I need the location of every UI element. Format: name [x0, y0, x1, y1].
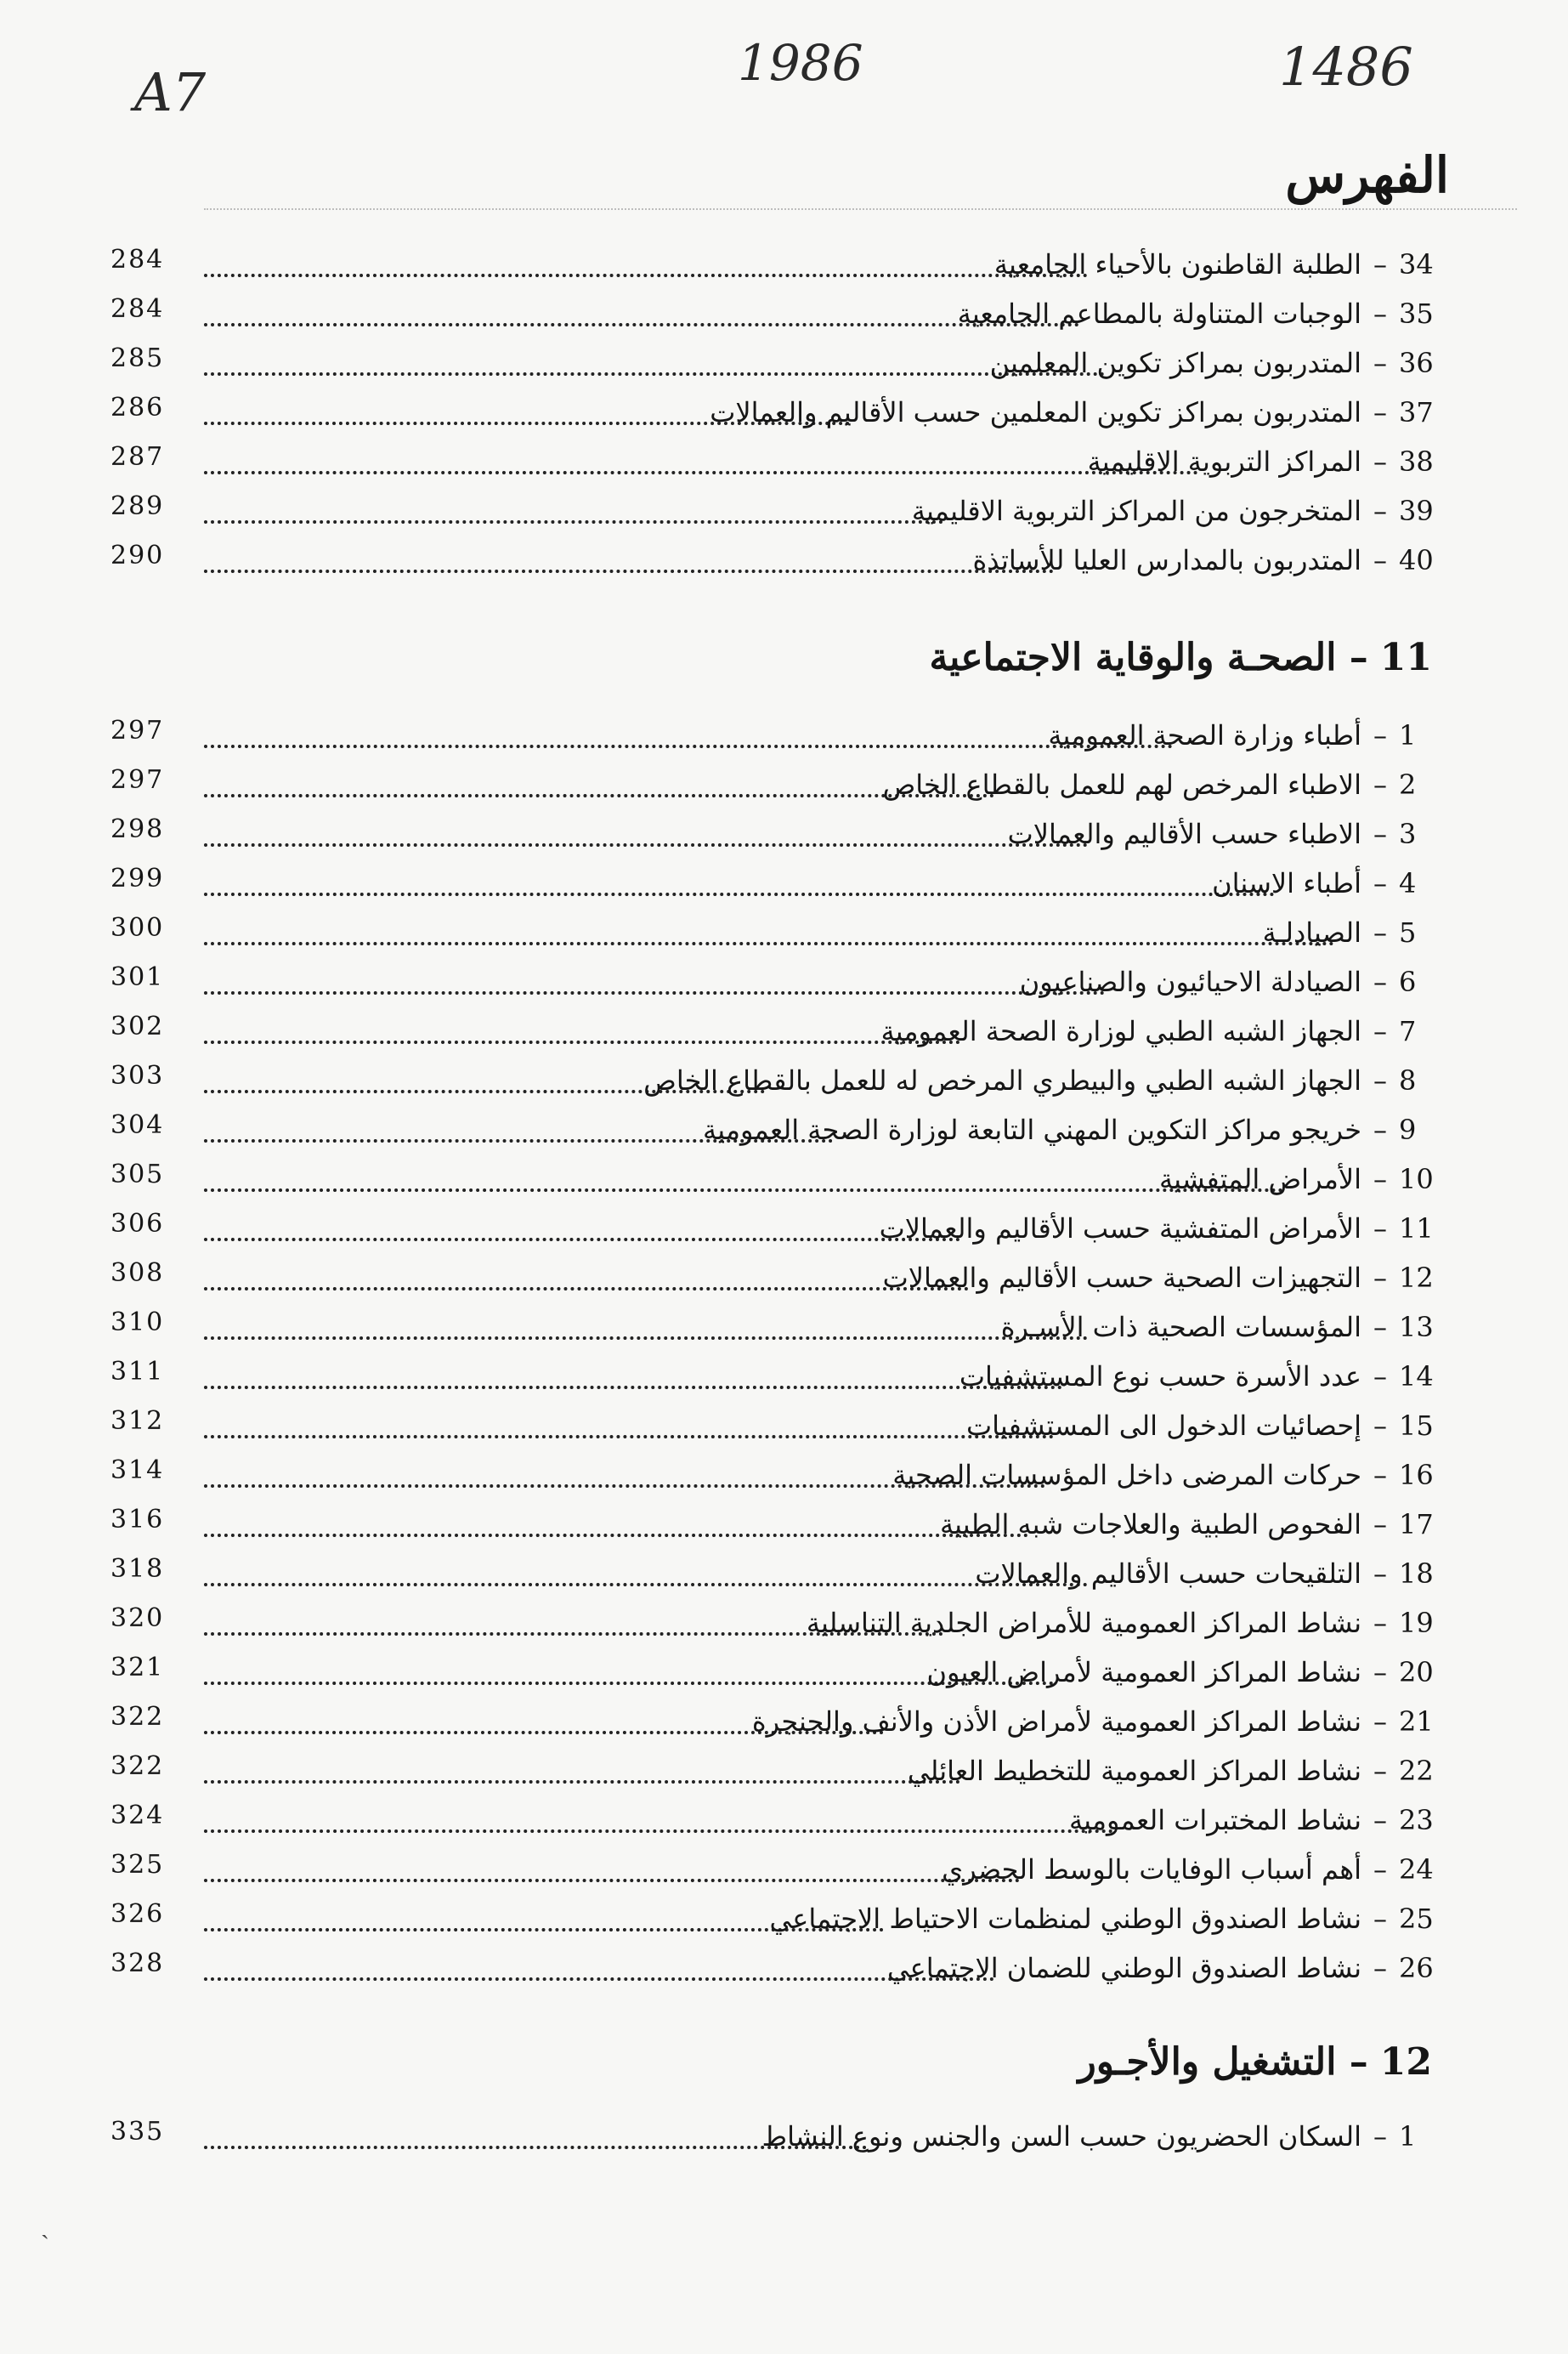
toc-page-number: 312 — [110, 1406, 165, 1436]
toc-entry — [110, 1455, 1436, 1503]
toc-entry — [110, 442, 1436, 490]
toc-entry-title: حركات المرضى داخل المؤسسات الصحية — [892, 1459, 1361, 1491]
toc-entry-dash: – — [1373, 1114, 1387, 1146]
toc-entry-dash: – — [1373, 347, 1387, 379]
toc-entry-title: الوجبات المتناولة بالمطاعم الجامعية — [957, 298, 1361, 330]
toc-entry-dash: – — [1373, 1853, 1387, 1886]
toc-entry — [110, 1209, 1436, 1256]
toc-entry-number: 11 — [1399, 1212, 1434, 1245]
dot-leader — [204, 942, 1334, 945]
toc-entry-number: 3 — [1399, 818, 1417, 850]
toc-entry-text — [752, 1705, 1436, 1738]
dot-leader — [204, 372, 1105, 376]
dot-leader — [204, 1336, 1088, 1340]
toc-entry-dash: – — [1373, 916, 1387, 949]
toc-entry-title: التجهيزات الصحية حسب الأقاليم والعمالات — [882, 1262, 1361, 1294]
toc-page-number: 328 — [110, 1948, 165, 1978]
toc-page-number: 285 — [110, 343, 165, 373]
toc-entry-dash: – — [1373, 719, 1387, 752]
dot-leader — [204, 1977, 994, 1981]
toc-page-number: 314 — [110, 1455, 165, 1485]
toc-page-number: 284 — [110, 245, 165, 275]
toc-entry-number: 15 — [1399, 1410, 1434, 1442]
toc-entry-number: 4 — [1399, 867, 1417, 899]
toc-entry-dash: – — [1373, 1557, 1387, 1590]
toc-entry-title: السكان الحضريون حسب السن والجنس ونوع النشاط — [761, 2120, 1361, 2153]
toc-entry-title: الأمراض المتفشية حسب الأقاليم والعمالات — [879, 1212, 1361, 1245]
toc-entry-dash: – — [1373, 1459, 1387, 1491]
toc-entry-number: 20 — [1399, 1656, 1434, 1688]
toc-entry-number: 18 — [1399, 1557, 1434, 1590]
toc-entry-text — [892, 1459, 1436, 1491]
toc-entry — [110, 245, 1436, 292]
toc-entry-dash: – — [1373, 298, 1387, 330]
dot-leader — [204, 1188, 1283, 1192]
toc-entry-text — [908, 1755, 1436, 1787]
toc-entry-number: 1 — [1399, 719, 1417, 752]
toc-entry — [110, 1110, 1436, 1158]
toc-entry-text — [887, 1952, 1436, 1984]
toc-entry-title: إحصائيات الدخول الى المستشفيات — [965, 1410, 1361, 1442]
toc-entry-title: نشاط المراكز العمومية لأمراض الأذن والأنف والحنجرة — [751, 1705, 1361, 1738]
toc-page-number: 290 — [110, 541, 165, 570]
toc-entry-text — [643, 1064, 1436, 1097]
toc-page-number: 304 — [110, 1110, 165, 1140]
toc-page-number: 324 — [110, 1801, 165, 1830]
dot-leader — [204, 1780, 960, 1784]
handwritten-note-left: A7 — [134, 61, 207, 123]
toc-entry — [110, 1307, 1436, 1355]
toc-entry — [110, 1554, 1436, 1602]
toc-entry-number: 26 — [1399, 1952, 1434, 1984]
toc-entry-dash: – — [1373, 1360, 1387, 1393]
section-number: 11 — [1379, 636, 1432, 679]
dot-leader — [204, 520, 943, 524]
page-title: الفهرس — [1285, 146, 1449, 204]
toc-entry-text — [1212, 867, 1436, 899]
toc-page-number: 310 — [110, 1307, 165, 1337]
toc-entry-dash: – — [1373, 445, 1387, 478]
section-number: 12 — [1379, 2040, 1432, 2084]
toc-entry-number: 9 — [1399, 1114, 1417, 1146]
toc-entry-dash: – — [1373, 1015, 1387, 1047]
toc-page-number: 311 — [110, 1357, 165, 1387]
toc-entry-text — [912, 495, 1436, 527]
toc-entry-title: أهم أسباب الوفايات بالوسط الحضري — [942, 1853, 1361, 1886]
toc-entry-dash: – — [1373, 1311, 1387, 1343]
toc-entry-dash: – — [1373, 966, 1387, 998]
toc-entry-dash: – — [1373, 769, 1387, 801]
toc-entry-text — [942, 1853, 1436, 1886]
toc-entry-text — [880, 1212, 1436, 1245]
toc-entry-dash: – — [1373, 1064, 1387, 1097]
toc-entry-title: الجهاز الشبه الطبي لوزارة الصحة العمومية — [880, 1015, 1361, 1047]
toc-entry-text — [1020, 966, 1436, 998]
toc-entry — [110, 962, 1436, 1010]
toc-entry-text — [926, 1656, 1436, 1688]
toc-entry — [110, 716, 1436, 763]
dot-leader — [204, 1879, 1020, 1882]
toc-entry-title: نشاط الصندوق الوطني للضمان الاجتماعي — [886, 1952, 1361, 1984]
toc-entry — [110, 864, 1436, 911]
toc-page-number: 299 — [110, 864, 165, 893]
toc-entry — [110, 765, 1436, 813]
toc-entry-title: خريجو مراكز التكوين المهني التابعة لوزارة الصحة العمومية — [703, 1114, 1361, 1146]
toc-entry-text — [1159, 1163, 1436, 1195]
dot-leader — [204, 274, 1088, 277]
toc-page-number: 322 — [110, 1751, 165, 1781]
toc-entry-number: 12 — [1399, 1262, 1434, 1294]
toc-entry-text — [1001, 1311, 1436, 1343]
toc-entry — [110, 913, 1436, 961]
dot-leader — [204, 1435, 1054, 1438]
toc-entry-title: الاطباء حسب الأقاليم والعمالات — [1007, 818, 1361, 850]
dot-leader — [204, 843, 1088, 847]
toc-page-number: 286 — [110, 393, 165, 423]
toc-entry-title: المتدربون بمراكز تكوين المعلمين — [989, 347, 1361, 379]
dot-leader — [204, 1583, 1088, 1586]
toc-entry-title: أطباء وزارة الصحة العمومية — [1048, 719, 1361, 752]
toc-entry-title: أطباء الاسنان — [1212, 867, 1361, 899]
toc-entry-dash: – — [1373, 1952, 1387, 1984]
toc-entry-number: 2 — [1399, 769, 1417, 801]
toc-entry-text — [710, 396, 1436, 428]
toc-page-number: 306 — [110, 1209, 165, 1239]
toc-entry-dash: – — [1373, 248, 1387, 281]
toc-entry — [110, 294, 1436, 342]
toc-entry-title: الصيادلـة — [1262, 916, 1361, 949]
toc-page-number: 305 — [110, 1160, 165, 1189]
toc-page-number: 287 — [110, 442, 165, 472]
dot-leader — [204, 570, 1054, 573]
toc-entry-number: 24 — [1399, 1853, 1434, 1886]
toc-entry-dash: – — [1373, 1804, 1387, 1836]
toc-entry-number: 40 — [1399, 544, 1434, 576]
toc-entry-text — [881, 1015, 1436, 1047]
toc-page-number: 335 — [110, 2117, 165, 2147]
toc-entry-dash: – — [1373, 867, 1387, 899]
toc-entry-text — [1263, 916, 1436, 949]
toc-entry-number: 36 — [1399, 347, 1434, 379]
toc-page-number: 325 — [110, 1850, 165, 1880]
toc-entry-title: الجهاز الشبه الطبي والبيطري المرخص له للعمل بالقطاع الخاص — [643, 1064, 1361, 1097]
toc-entry — [110, 541, 1436, 588]
toc-entry — [110, 1012, 1436, 1059]
dot-leader — [204, 1534, 1028, 1537]
toc-page-number: 300 — [110, 913, 165, 943]
toc-page-number: 297 — [110, 716, 165, 746]
stray-mark: ˎ — [41, 2210, 49, 2240]
toc-page-number: 322 — [110, 1702, 165, 1732]
toc-entry-number: 38 — [1399, 445, 1434, 478]
toc-entry-title: الفحوص الطبية والعلاجات شبه الطبية — [939, 1508, 1361, 1540]
toc-entry-title: نشاط المراكز العمومية للأمراض الجلدية التناسلية — [806, 1607, 1361, 1639]
toc-entry-title: المراكز التربوية الاقليمية — [1087, 445, 1361, 478]
toc-entry — [110, 1505, 1436, 1552]
toc-entry-text — [940, 1508, 1436, 1540]
toc-entry-number: 8 — [1399, 1064, 1417, 1097]
section-heading — [1078, 2040, 1432, 2084]
toc-entry-title: نشاط المختبرات العمومية — [1069, 1804, 1361, 1836]
section-dash: – — [1336, 636, 1368, 679]
toc-page-number: 302 — [110, 1012, 165, 1041]
toc-entry-title: نشاط المراكز العمومية لأمراض العيون — [926, 1656, 1361, 1688]
toc-entry — [110, 491, 1436, 539]
toc-entry-title: التلقيحات حسب الأقاليم والعمالات — [975, 1557, 1361, 1590]
toc-entry — [110, 1603, 1436, 1651]
toc-entry-number: 14 — [1399, 1360, 1434, 1393]
toc-page-number: 308 — [110, 1258, 165, 1288]
toc-entry-text — [959, 1360, 1436, 1393]
toc-entry-number: 17 — [1399, 1508, 1434, 1540]
toc-entry-title: المتدربون بالمدارس العليا للأساتذة — [972, 544, 1361, 576]
toc-page-number: 320 — [110, 1603, 165, 1633]
toc-entry-text — [990, 347, 1436, 379]
toc-page-number: 316 — [110, 1505, 165, 1534]
handwritten-note-right: 1486 — [1279, 36, 1413, 98]
toc-entry-title: الطلبة القاطنون بالأحياء الجامعية — [993, 248, 1361, 281]
toc-entry-dash: – — [1373, 1705, 1387, 1738]
section-title: الصحـة والوقاية الاجتماعية — [929, 636, 1337, 679]
dot-leader — [204, 1041, 960, 1044]
toc-entry-dash: – — [1373, 2120, 1387, 2153]
toc-entry — [110, 1850, 1436, 1897]
toc-entry-title: نشاط المراكز العمومية للتخطيط العائلي — [907, 1755, 1361, 1787]
toc-entry-dash: – — [1373, 495, 1387, 527]
section-title: التشغيل والأجـور — [1078, 2040, 1337, 2084]
toc-entry — [110, 1751, 1436, 1799]
toc-entry-number: 16 — [1399, 1459, 1434, 1491]
toc-entry-number: 1 — [1399, 2120, 1417, 2153]
dot-leader — [204, 794, 994, 797]
toc-entry-text — [1069, 1804, 1436, 1836]
toc-entry — [110, 1702, 1436, 1750]
toc-entry-text — [972, 544, 1436, 576]
toc-entry-text — [966, 1410, 1436, 1442]
dot-leader — [204, 1829, 1113, 1833]
dot-leader — [204, 1386, 1062, 1389]
toc-page-number: 284 — [110, 294, 165, 324]
toc-entry — [110, 814, 1436, 862]
toc-entry — [110, 1258, 1436, 1306]
toc-page-number: 289 — [110, 491, 165, 521]
toc-entry — [110, 1948, 1436, 1996]
toc-entry-dash: – — [1373, 1262, 1387, 1294]
toc-entry — [110, 1357, 1436, 1404]
toc-entry-number: 35 — [1399, 298, 1434, 330]
handwritten-note-center: 1986 — [738, 34, 863, 92]
toc-entry-text — [703, 1114, 1436, 1146]
toc-entry-dash: – — [1373, 1755, 1387, 1787]
toc-entry — [110, 2117, 1436, 2164]
toc-entry-dash: – — [1373, 1163, 1387, 1195]
toc-entry — [110, 1061, 1436, 1109]
toc-entry-title: الأمراض المتفشية — [1158, 1163, 1361, 1195]
toc-page-number: 301 — [110, 962, 165, 992]
toc-entry — [110, 393, 1436, 440]
toc-entry-dash: – — [1373, 396, 1387, 428]
toc-entry-dash: – — [1373, 544, 1387, 576]
toc-entry-title: المتخرجون من المراكز التربوية الاقليمية — [911, 495, 1361, 527]
toc-entry-text — [1048, 719, 1436, 752]
dot-leader — [204, 745, 1173, 748]
toc-page-number: 297 — [110, 765, 165, 795]
toc-entry-text — [883, 1262, 1436, 1294]
toc-entry-title: نشاط الصندوق الوطني لمنظمات الاحتياط الاجتماعي — [769, 1903, 1361, 1935]
toc-entry — [110, 1653, 1436, 1700]
toc-entry-title: المتدربون بمراكز تكوين المعلمين حسب الأقاليم والعمالات — [710, 396, 1361, 428]
toc-entry-text — [883, 769, 1436, 801]
toc-entry-dash: – — [1373, 1903, 1387, 1935]
toc-entry-dash: – — [1373, 1212, 1387, 1245]
toc-entry-number: 39 — [1399, 495, 1434, 527]
toc-entry — [110, 1801, 1436, 1848]
toc-page-number: 321 — [110, 1653, 165, 1682]
toc-entry-title: المؤسسات الصحية ذات الأسـرة — [1000, 1311, 1361, 1343]
toc-page-number: 298 — [110, 814, 165, 844]
toc-page-number: 303 — [110, 1061, 165, 1091]
toc-entry-number: 5 — [1399, 916, 1417, 949]
toc-entry-number: 6 — [1399, 966, 1417, 998]
toc-entry — [110, 1406, 1436, 1454]
toc-entry-title: الصيادلة الاحيائيون والصناعيون — [1019, 966, 1361, 998]
toc-entry-dash: – — [1373, 1508, 1387, 1540]
toc-page-number: 326 — [110, 1899, 165, 1929]
toc-entry-number: 19 — [1399, 1607, 1434, 1639]
dot-leader — [204, 1287, 969, 1290]
dot-leader — [204, 991, 1105, 995]
section-heading — [929, 636, 1432, 679]
toc-entry-dash: – — [1373, 1607, 1387, 1639]
toc-entry-title: عدد الأسرة حسب نوع المستشفيات — [959, 1360, 1361, 1393]
toc-entry-text — [1088, 445, 1436, 478]
toc-entry-number: 22 — [1399, 1755, 1434, 1787]
toc-entry-number: 7 — [1399, 1015, 1417, 1047]
toc-entry — [110, 343, 1436, 391]
toc-entry-text — [1008, 818, 1436, 850]
toc-entry-number: 10 — [1399, 1163, 1434, 1195]
toc-entry-dash: – — [1373, 1656, 1387, 1688]
toc-entry-text — [762, 2120, 1436, 2153]
toc-entry-dash: – — [1373, 1410, 1387, 1442]
toc-entry-text — [807, 1607, 1436, 1639]
toc-entry-number: 13 — [1399, 1311, 1434, 1343]
toc-entry-text — [975, 1557, 1436, 1590]
toc-entry-text — [958, 298, 1436, 330]
dot-leader — [204, 1238, 960, 1241]
toc-entry-number: 37 — [1399, 396, 1434, 428]
toc-entry-text — [994, 248, 1436, 281]
toc-page-number: 318 — [110, 1554, 165, 1584]
section-dash: – — [1336, 2040, 1368, 2084]
toc-entry — [110, 1160, 1436, 1207]
toc-entry-dash: – — [1373, 818, 1387, 850]
toc-entry — [110, 1899, 1436, 1947]
toc-entry-number: 34 — [1399, 248, 1434, 281]
toc-entry-number: 23 — [1399, 1804, 1434, 1836]
dot-leader — [204, 471, 1198, 474]
toc-entry-title: الاطباء المرخص لهم للعمل بالقطاع الخاص — [882, 769, 1361, 801]
toc-entry-number: 25 — [1399, 1903, 1434, 1935]
dot-leader — [204, 893, 1275, 896]
dot-leader — [204, 323, 1079, 326]
toc-entry-text — [770, 1903, 1436, 1935]
toc-entry-number: 21 — [1399, 1705, 1434, 1738]
